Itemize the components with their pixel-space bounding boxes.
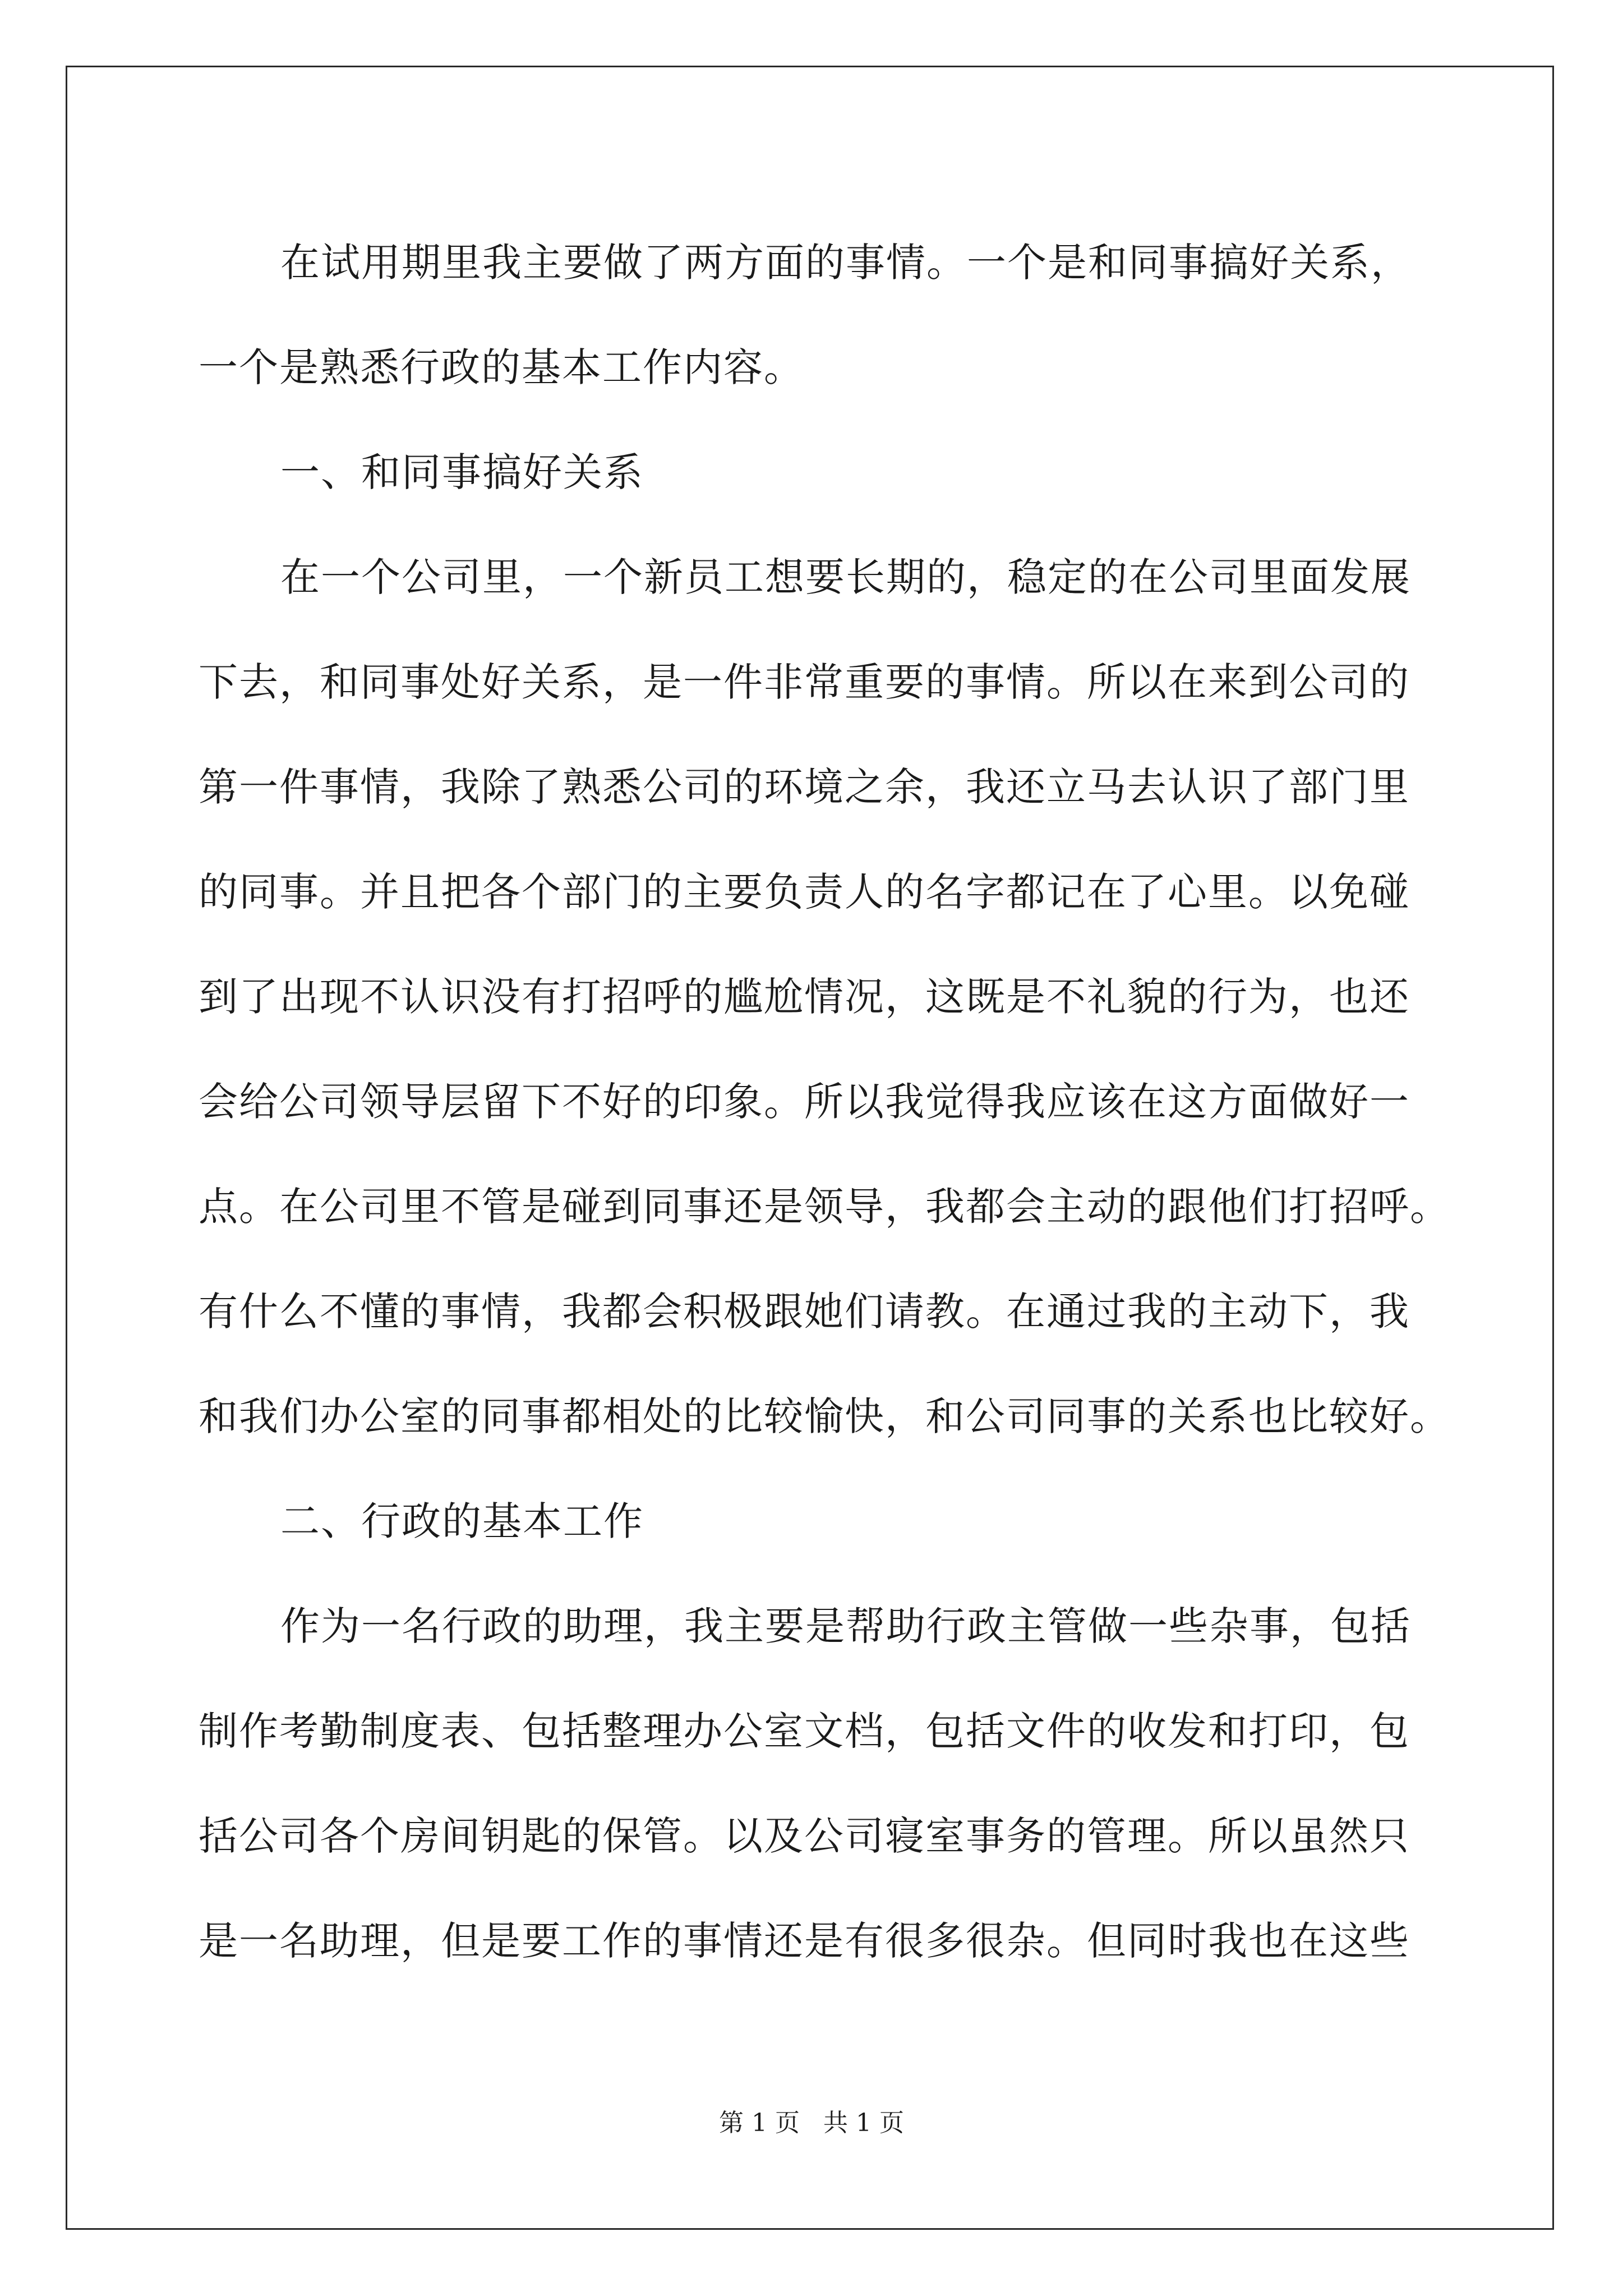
paragraph-line: 的同事。并且把各个部门的主要负责人的名字都记在了心里。以免碰 xyxy=(199,869,1410,915)
paragraph-line: 在试用期里我主要做了两方面的事情。一个是和同事搞好关系， xyxy=(280,240,1411,286)
paragraph-line: 作为一名行政的助理，我主要是帮助行政主管做一些杂事，包括 xyxy=(280,1603,1411,1649)
paragraph-line: 下去，和同事处好关系，是一件非常重要的事情。所以在来到公司的 xyxy=(199,659,1410,705)
paragraph-line: 和我们办公室的同事都相处的比较愉快，和公司同事的关系也比较好。 xyxy=(199,1393,1450,1439)
paragraph-line: 一个是熟悉行政的基本工作内容。 xyxy=(199,344,804,390)
paragraph-line: 到了出现不认识没有打招呼的尴尬情况，这既是不礼貌的行为，也还 xyxy=(199,974,1410,1020)
paragraph-line: 是一名助理，但是要工作的事情还是有很多很杂。但同时我也在这些 xyxy=(199,1918,1410,1964)
section-heading: 二、行政的基本工作 xyxy=(280,1498,644,1544)
paragraph-line: 有什么不懂的事情，我都会积极跟她们请教。在通过我的主动下，我 xyxy=(199,1289,1410,1335)
section-heading: 一、和同事搞好关系 xyxy=(280,449,644,495)
paragraph-line: 在一个公司里，一个新员工想要长期的，稳定的在公司里面发展 xyxy=(280,554,1411,600)
paragraph-line: 第一件事情，我除了熟悉公司的环境之余，我还立马去认识了部门里 xyxy=(199,764,1410,810)
paragraph-line: 点。在公司里不管是碰到同事还是领导，我都会主动的跟他们打招呼。 xyxy=(199,1184,1450,1230)
page-number: 第 1 页 共 1 页 xyxy=(719,2109,904,2137)
document-body xyxy=(199,210,1450,1994)
paragraph-line: 括公司各个房间钥匙的保管。以及公司寝室事务的管理。所以虽然只 xyxy=(199,1813,1410,1859)
paragraph-line: 会给公司领导层留下不好的印象。所以我觉得我应该在这方面做好一 xyxy=(199,1079,1410,1125)
paragraph-line: 制作考勤制度表、包括整理办公室文档，包括文件的收发和打印，包 xyxy=(199,1708,1410,1754)
